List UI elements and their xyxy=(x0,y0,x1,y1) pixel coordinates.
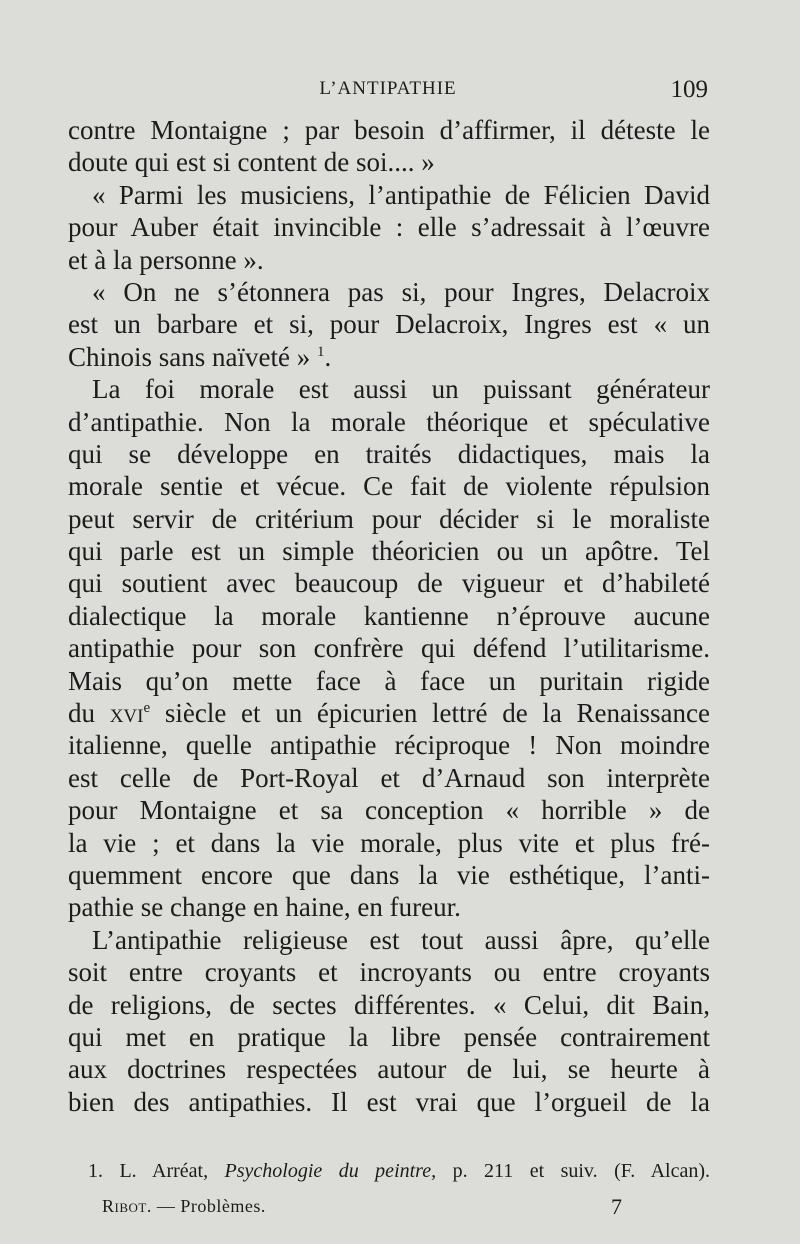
text-line: pathie se change en haine, en fureur. xyxy=(68,892,461,923)
text-line: d’antipathie. Non la morale théorique et spéculative xyxy=(68,406,710,437)
footnote-rest: p. 211 et suiv. (F. Alcan). xyxy=(452,1160,711,1182)
text-line: « Parmi les musiciens, l’antipathie de Félicien David xyxy=(92,179,710,210)
text-line: qui se développe en traités didactiques, mais la xyxy=(68,438,710,469)
text-line: antipathie pour son confrère qui défend l’utilitarisme. xyxy=(68,633,710,664)
signature-label-tail: . — Problèmes. xyxy=(146,1196,266,1216)
footnote-author: L. Arréat, xyxy=(119,1160,209,1182)
text-line: Mais qu’on mette face à face un puritain rigide xyxy=(68,665,710,696)
line-end: . xyxy=(324,341,332,372)
signature-label-initial: R xyxy=(102,1196,115,1216)
text-line: La foi morale est aussi un puissant générateur xyxy=(92,374,710,405)
text-line xyxy=(68,697,710,729)
footnote-reference[interactable]: 1 xyxy=(316,343,325,360)
text-line: est un barbare et si, pour Delacroix, Ingres est « un xyxy=(68,309,710,340)
signature-label xyxy=(102,1196,266,1217)
running-title: L’ANTIPATHIE xyxy=(319,78,457,99)
signature-label-rest: ibot xyxy=(114,1196,147,1216)
footnote xyxy=(88,1160,710,1183)
signature-number: 7 xyxy=(611,1194,622,1219)
running-head xyxy=(68,76,708,106)
text-line: bien des antipathies. Il est vrai que l’orgueil de la xyxy=(68,1086,710,1117)
text-line: de religions, de sectes différentes. « Celui, dit Bain, xyxy=(68,989,710,1020)
text-line: contre Montaigne ; par besoin d’affirmer, il déteste le xyxy=(68,115,710,145)
text-line: dialectique la morale kantienne n’éprouve aucune xyxy=(68,600,710,631)
text-line: la vie ; et dans la vie morale, plus vite et plus fré- xyxy=(68,827,710,858)
text-line: italienne, quelle antipathie réciproque ! Non moindre xyxy=(68,730,710,761)
footnote-number: 1. xyxy=(88,1160,103,1182)
text-line: « On ne s’étonnera pas si, pour Ingres, Delacroix xyxy=(92,276,710,307)
text-line: morale sentie et vécue. Ce fait de violente répulsion xyxy=(68,471,710,502)
text-line: qui soutient avec beaucoup de vigueur et d’habileté xyxy=(68,568,710,599)
text-line xyxy=(68,341,710,373)
text-line: quemment encore que dans la vie esthétique, l’anti- xyxy=(68,859,710,890)
text-line: qui parle est un simple théoricien ou un apôtre. Tel xyxy=(68,536,710,567)
text-line: peut servir de critérium pour décider si le moraliste xyxy=(68,503,710,534)
footnote-title: Psychologie du peintre, xyxy=(224,1160,437,1182)
text-line: L’antipathie religieuse est tout aussi âpre, qu’elle xyxy=(92,924,710,955)
text-line: doute qui est si content de soi.... » xyxy=(68,147,435,178)
century-numeral: xvi xyxy=(109,698,144,729)
line-text-rest: siècle et un épicurien lettré de la Renaissance xyxy=(150,698,710,729)
text-line: et à la personne ». xyxy=(68,244,264,275)
century-suffix: e xyxy=(143,700,151,717)
text-line: pour Auber était invincible : elle s’adressait à l’œuvre xyxy=(68,212,710,243)
body-text xyxy=(68,114,710,1118)
text-line: soit entre croyants et incroyants ou entre croyants xyxy=(68,957,710,988)
text-line: qui met en pratique la libre pensée contrairement xyxy=(68,1021,710,1052)
text-line: est celle de Port-Royal et d’Arnaud son interprète xyxy=(68,762,710,793)
page-number: 109 xyxy=(670,76,708,103)
signature-mark xyxy=(102,1194,622,1220)
text-line: aux doctrines respectées autour de lui, se heurte à xyxy=(68,1054,710,1085)
line-text: du xyxy=(68,698,110,729)
text-line: pour Montaigne et sa conception « horrible » de xyxy=(68,795,710,826)
line-text: Chinois sans naïveté » xyxy=(68,341,317,372)
